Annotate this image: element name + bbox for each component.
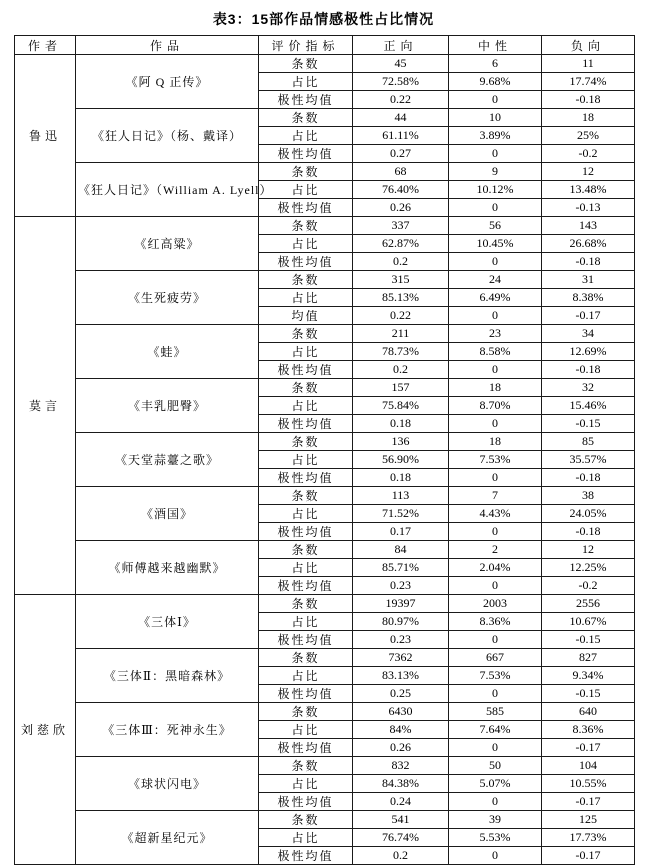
value-cell: 13.48%	[542, 181, 635, 199]
value-cell: 4.43%	[449, 505, 542, 523]
value-cell: 125	[542, 811, 635, 829]
work-title-cell: 《师傅越来越幽默》	[76, 541, 259, 595]
metric-label-cell: 极性均值	[259, 739, 353, 757]
metric-label-cell: 占比	[259, 181, 353, 199]
value-cell: 18	[449, 433, 542, 451]
value-cell: 80.97%	[353, 613, 449, 631]
value-cell: 640	[542, 703, 635, 721]
metric-label-cell: 占比	[259, 721, 353, 739]
metric-label-cell: 占比	[259, 343, 353, 361]
value-cell: 61.11%	[353, 127, 449, 145]
value-cell: 0.2	[353, 361, 449, 379]
metric-label-cell: 占比	[259, 559, 353, 577]
value-cell: 7362	[353, 649, 449, 667]
metric-label-cell: 极性均值	[259, 793, 353, 811]
value-cell: 25%	[542, 127, 635, 145]
metric-label-cell: 占比	[259, 397, 353, 415]
table-row	[15, 55, 635, 73]
work-title-cell: 《三体Ⅱ：黑暗森林》	[76, 649, 259, 703]
work-title-cell: 《狂人日记》（杨、戴译）	[76, 109, 259, 163]
value-cell: 8.38%	[542, 289, 635, 307]
value-cell: 78.73%	[353, 343, 449, 361]
value-cell: 0	[449, 685, 542, 703]
header-author: 作者	[15, 36, 76, 55]
metric-label-cell: 极性均值	[259, 469, 353, 487]
table-row	[15, 649, 635, 667]
metric-label-cell: 极性均值	[259, 361, 353, 379]
metric-label-cell: 条数	[259, 649, 353, 667]
value-cell: 104	[542, 757, 635, 775]
value-cell: 7.64%	[449, 721, 542, 739]
value-cell: 17.74%	[542, 73, 635, 91]
value-cell: -0.18	[542, 91, 635, 109]
value-cell: -0.2	[542, 577, 635, 595]
work-title-cell: 《蛙》	[76, 325, 259, 379]
value-cell: 76.40%	[353, 181, 449, 199]
metric-label-cell: 占比	[259, 235, 353, 253]
value-cell: 83.13%	[353, 667, 449, 685]
value-cell: 0	[449, 307, 542, 325]
value-cell: 667	[449, 649, 542, 667]
metric-label-cell: 占比	[259, 775, 353, 793]
work-title-cell: 《阿 Q 正传》	[76, 55, 259, 109]
value-cell: 2556	[542, 595, 635, 613]
value-cell: -0.15	[542, 631, 635, 649]
value-cell: 44	[353, 109, 449, 127]
value-cell: 8.70%	[449, 397, 542, 415]
value-cell: 8.36%	[449, 613, 542, 631]
metric-label-cell: 条数	[259, 433, 353, 451]
value-cell: 8.58%	[449, 343, 542, 361]
value-cell: 0	[449, 577, 542, 595]
table-row	[15, 595, 635, 613]
value-cell: 68	[353, 163, 449, 181]
table-row	[15, 217, 635, 235]
metric-label-cell: 占比	[259, 451, 353, 469]
value-cell: 0	[449, 793, 542, 811]
value-cell: 157	[353, 379, 449, 397]
table-row	[15, 379, 635, 397]
value-cell: 0	[449, 847, 542, 865]
table-row	[15, 703, 635, 721]
value-cell: -0.15	[542, 415, 635, 433]
value-cell: 31	[542, 271, 635, 289]
metric-label-cell: 条数	[259, 541, 353, 559]
value-cell: 76.74%	[353, 829, 449, 847]
value-cell: 11	[542, 55, 635, 73]
metric-label-cell: 占比	[259, 667, 353, 685]
value-cell: 0	[449, 145, 542, 163]
work-title-cell: 《三体Ⅲ：死神永生》	[76, 703, 259, 757]
value-cell: 9	[449, 163, 542, 181]
value-cell: -0.18	[542, 253, 635, 271]
value-cell: 18	[449, 379, 542, 397]
metric-label-cell: 极性均值	[259, 685, 353, 703]
metric-label-cell: 极性均值	[259, 253, 353, 271]
value-cell: 17.73%	[542, 829, 635, 847]
value-cell: 12	[542, 163, 635, 181]
metric-label-cell: 条数	[259, 703, 353, 721]
author-cell: 鲁迅	[15, 55, 76, 217]
value-cell: 10.67%	[542, 613, 635, 631]
value-cell: 0	[449, 361, 542, 379]
metric-label-cell: 条数	[259, 325, 353, 343]
value-cell: 18	[542, 109, 635, 127]
value-cell: 0	[449, 469, 542, 487]
metric-label-cell: 条数	[259, 55, 353, 73]
value-cell: -0.18	[542, 361, 635, 379]
metric-label-cell: 条数	[259, 811, 353, 829]
value-cell: 6.49%	[449, 289, 542, 307]
value-cell: 50	[449, 757, 542, 775]
work-title-cell: 《狂人日记》（William A. Lyell）	[76, 163, 259, 217]
value-cell: -0.17	[542, 739, 635, 757]
value-cell: -0.2	[542, 145, 635, 163]
work-title-cell: 《丰乳肥臀》	[76, 379, 259, 433]
header-row	[15, 36, 635, 55]
metric-label-cell: 占比	[259, 73, 353, 91]
metric-label-cell: 条数	[259, 595, 353, 613]
value-cell: 0.2	[353, 847, 449, 865]
value-cell: 0	[449, 523, 542, 541]
value-cell: -0.18	[542, 523, 635, 541]
value-cell: 0	[449, 739, 542, 757]
value-cell: 0.2	[353, 253, 449, 271]
metric-label-cell: 条数	[259, 109, 353, 127]
value-cell: 211	[353, 325, 449, 343]
value-cell: 7.53%	[449, 451, 542, 469]
header-work: 作品	[76, 36, 259, 55]
header-negative: 负向	[542, 36, 635, 55]
value-cell: 24	[449, 271, 542, 289]
metric-label-cell: 条数	[259, 271, 353, 289]
metric-label-cell: 条数	[259, 487, 353, 505]
value-cell: 7	[449, 487, 542, 505]
value-cell: 3.89%	[449, 127, 542, 145]
value-cell: 0.18	[353, 469, 449, 487]
metric-label-cell: 极性均值	[259, 415, 353, 433]
value-cell: 62.87%	[353, 235, 449, 253]
value-cell: 12.25%	[542, 559, 635, 577]
table-row	[15, 811, 635, 829]
value-cell: 85.71%	[353, 559, 449, 577]
value-cell: 337	[353, 217, 449, 235]
header-positive: 正向	[353, 36, 449, 55]
value-cell: 0	[449, 631, 542, 649]
value-cell: 34	[542, 325, 635, 343]
value-cell: 39	[449, 811, 542, 829]
value-cell: 10.45%	[449, 235, 542, 253]
value-cell: 0.22	[353, 91, 449, 109]
table-body	[15, 55, 635, 865]
metric-label-cell: 极性均值	[259, 631, 353, 649]
value-cell: 136	[353, 433, 449, 451]
value-cell: 10.12%	[449, 181, 542, 199]
table-row	[15, 541, 635, 559]
author-cell: 莫言	[15, 217, 76, 595]
value-cell: 9.68%	[449, 73, 542, 91]
metric-label-cell: 占比	[259, 829, 353, 847]
value-cell: -0.15	[542, 685, 635, 703]
value-cell: -0.18	[542, 469, 635, 487]
value-cell: 7.53%	[449, 667, 542, 685]
value-cell: 5.53%	[449, 829, 542, 847]
value-cell: -0.17	[542, 793, 635, 811]
work-title-cell: 《酒国》	[76, 487, 259, 541]
value-cell: 143	[542, 217, 635, 235]
value-cell: 6	[449, 55, 542, 73]
value-cell: 12.69%	[542, 343, 635, 361]
work-title-cell: 《生死疲劳》	[76, 271, 259, 325]
metric-label-cell: 条数	[259, 217, 353, 235]
value-cell: -0.17	[542, 847, 635, 865]
value-cell: 2.04%	[449, 559, 542, 577]
value-cell: 8.36%	[542, 721, 635, 739]
value-cell: 0.22	[353, 307, 449, 325]
value-cell: 84.38%	[353, 775, 449, 793]
value-cell: 2003	[449, 595, 542, 613]
value-cell: 75.84%	[353, 397, 449, 415]
metric-label-cell: 占比	[259, 289, 353, 307]
value-cell: 0.26	[353, 739, 449, 757]
value-cell: -0.17	[542, 307, 635, 325]
metric-label-cell: 占比	[259, 505, 353, 523]
value-cell: 832	[353, 757, 449, 775]
value-cell: 56	[449, 217, 542, 235]
value-cell: 6430	[353, 703, 449, 721]
sentiment-polarity-table	[14, 35, 635, 865]
metric-label-cell: 占比	[259, 613, 353, 631]
table-title: 表3：15部作品情感极性占比情况	[212, 11, 435, 27]
value-cell: -0.13	[542, 199, 635, 217]
value-cell: 585	[449, 703, 542, 721]
value-cell: 24.05%	[542, 505, 635, 523]
value-cell: 35.57%	[542, 451, 635, 469]
value-cell: 0	[449, 199, 542, 217]
value-cell: 113	[353, 487, 449, 505]
value-cell: 541	[353, 811, 449, 829]
metric-label-cell: 极性均值	[259, 523, 353, 541]
value-cell: 0.23	[353, 631, 449, 649]
table-row	[15, 487, 635, 505]
value-cell: 56.90%	[353, 451, 449, 469]
value-cell: 71.52%	[353, 505, 449, 523]
value-cell: 0	[449, 91, 542, 109]
work-title-cell: 《红高粱》	[76, 217, 259, 271]
value-cell: 85	[542, 433, 635, 451]
value-cell: 0.17	[353, 523, 449, 541]
value-cell: 12	[542, 541, 635, 559]
table-row	[15, 163, 635, 181]
table-row	[15, 325, 635, 343]
value-cell: 9.34%	[542, 667, 635, 685]
value-cell: 19397	[353, 595, 449, 613]
value-cell: 32	[542, 379, 635, 397]
value-cell: 827	[542, 649, 635, 667]
header-metric: 评价指标	[259, 36, 353, 55]
work-title-cell: 《三体Ⅰ》	[76, 595, 259, 649]
work-title-cell: 《天堂蒜薹之歌》	[76, 433, 259, 487]
metric-label-cell: 条数	[259, 757, 353, 775]
header-neutral: 中性	[449, 36, 542, 55]
metric-label-cell: 极性均值	[259, 577, 353, 595]
value-cell: 23	[449, 325, 542, 343]
table-row	[15, 271, 635, 289]
value-cell: 315	[353, 271, 449, 289]
metric-label-cell: 条数	[259, 163, 353, 181]
value-cell: 10	[449, 109, 542, 127]
metric-label-cell: 均值	[259, 307, 353, 325]
author-cell: 刘慈欣	[15, 595, 76, 865]
table-row	[15, 757, 635, 775]
value-cell: 0	[449, 415, 542, 433]
value-cell: 5.07%	[449, 775, 542, 793]
work-title-cell: 《球状闪电》	[76, 757, 259, 811]
table-row	[15, 433, 635, 451]
metric-label-cell: 极性均值	[259, 145, 353, 163]
metric-label-cell: 占比	[259, 127, 353, 145]
value-cell: 0.25	[353, 685, 449, 703]
value-cell: 2	[449, 541, 542, 559]
value-cell: 0.26	[353, 199, 449, 217]
metric-label-cell: 极性均值	[259, 847, 353, 865]
value-cell: 45	[353, 55, 449, 73]
value-cell: 72.58%	[353, 73, 449, 91]
value-cell: 0.23	[353, 577, 449, 595]
value-cell: 0.27	[353, 145, 449, 163]
metric-label-cell: 极性均值	[259, 91, 353, 109]
value-cell: 26.68%	[542, 235, 635, 253]
value-cell: 15.46%	[542, 397, 635, 415]
work-title-cell: 《超新星纪元》	[76, 811, 259, 865]
value-cell: 85.13%	[353, 289, 449, 307]
value-cell: 0.24	[353, 793, 449, 811]
value-cell: 10.55%	[542, 775, 635, 793]
value-cell: 0	[449, 253, 542, 271]
value-cell: 38	[542, 487, 635, 505]
metric-label-cell: 极性均值	[259, 199, 353, 217]
value-cell: 84%	[353, 721, 449, 739]
table-row	[15, 109, 635, 127]
metric-label-cell: 条数	[259, 379, 353, 397]
value-cell: 84	[353, 541, 449, 559]
value-cell: 0.18	[353, 415, 449, 433]
